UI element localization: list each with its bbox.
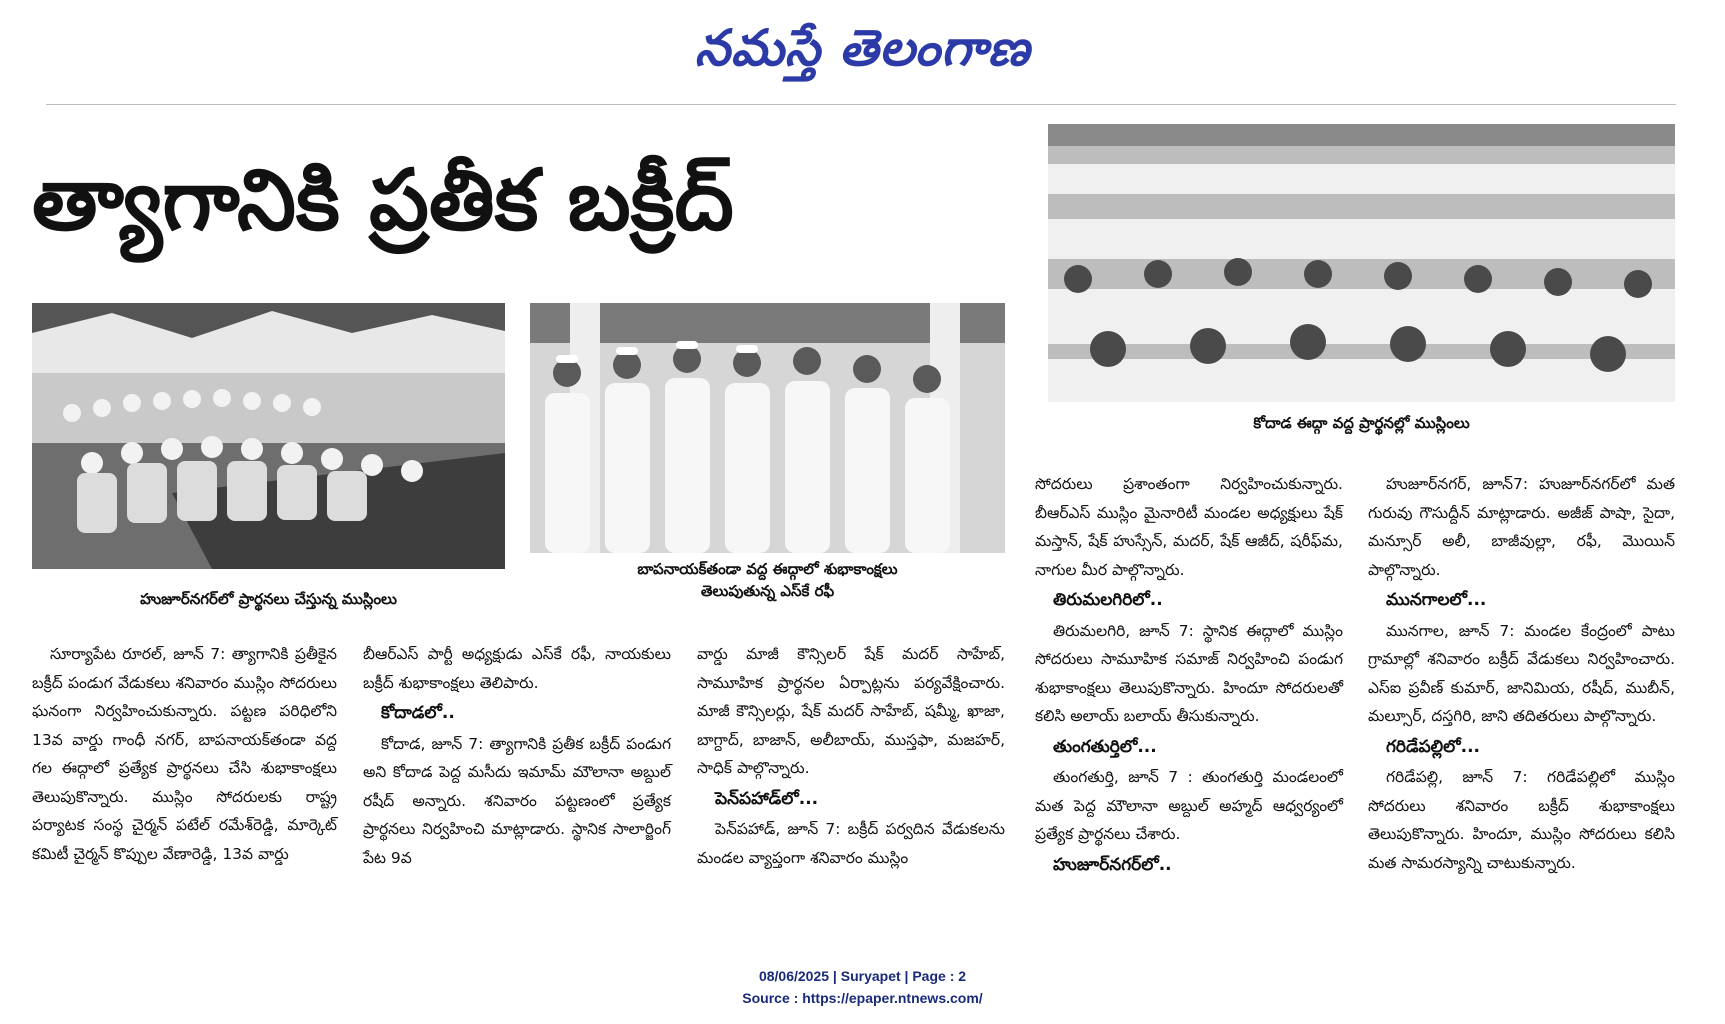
paragraph: మునగాల, జూన్ 7: మండల కేంద్రంలో పాటు గ్రామాల్లో శనివారం బక్రీద్ వేడుకలు నిర్వహించారు. ఎస్ఐ ప్రవీణ్ కుమార్, జానిమియ, రషీద్, ముబీన్, మల్సూర్, దస్తగిరి, జాని తదితరులు పాల్గొన్నారు. <box>1368 621 1675 725</box>
masthead-divider <box>46 104 1676 105</box>
footer-date-line: 08/06/2025 | Suryapet | Page : 2 <box>758 968 967 984</box>
caption-photo-kodad: కోదాడ ఈద్గా వద్ద ప్రార్థనల్లో ముస్లింలు <box>1253 414 1470 432</box>
photo-bapanayak-thanda-greetings <box>530 303 1005 553</box>
article-column-5 <box>1368 470 1675 877</box>
article-column-2 <box>363 640 671 872</box>
caption-line-2: తెలుపుతున్న ఎస్‌కే రఫీ <box>700 582 835 600</box>
paragraph: హుజూర్‌నగర్, జూన్7: హుజూర్‌నగర్‌లో మత గురువు గౌసుద్దీన్ మాట్లాడారు. అజీజ్ పాషా, సైదా, మన్సూర్ అలీ, బాజీవుల్లా, రఫీ, మొయిన్ పాల్గొన్నారు. <box>1368 475 1675 579</box>
paragraph: సోదరులు ప్రశాంతంగా నిర్వహించుకున్నారు. బీఆర్‌ఎస్ ముస్లిం మైనారిటీ మండల అధ్యక్షులు షేక్ మస్తాన్, షేక్ హుస్సేన్, మదర్, షేక్ ఆజీద్, షరీఫ్‌మ, నాగుల మీర పాల్గొన్నారు. <box>1035 475 1343 579</box>
subheading-kodad: కోదాడలో.. <box>381 703 455 723</box>
paragraph: కోదాడ, జూన్ 7: త్యాగానికి ప్రతీక బక్రీద్ పండుగ అని కోదాడ పెద్ద మసీదు ఇమామ్ మౌలానా అబ్దుల్ రషీద్ అన్నారు. శనివారం పట్టణంలో ప్రత్యేక ప్రార్థనలు నిర్వహించి మాట్లాడారు. స్థానిక సాలార్జింగ్ పేట 9వ <box>363 734 671 867</box>
paragraph: గరిడేపల్లి, జూన్ 7: గరిడేపల్లిలో ముస్లిం సోదరులు శనివారం బక్రీద్ శుభాకాంక్షలు తెలుపుకొన్నారు. హిందూ, ముస్లిం సోదరులు కలిసి మత సామరస్యాన్ని చాటుకున్నారు. <box>1368 768 1675 872</box>
subheading-garidepally: గరిడేపల్లిలో... <box>1386 736 1480 757</box>
subheading-munagala: మునగాలలో... <box>1386 590 1487 610</box>
newspaper-logo: నమస్తే తెలంగాణ <box>694 19 1031 77</box>
paragraph: తిరుమలగిరి, జూన్ 7: స్థానిక ఈద్గాలో ముస్లిం సోదరులు సామూహిక సమాజ్ నిర్వహించి పండుగ శుభాకాంక్షలు తెలుపుకొన్నారు. హిందూ సోదరులతో కలిసి అలాయ్ బలాయ్ తీసుకున్నారు. <box>1035 621 1343 725</box>
caption-photo-bapanayak <box>530 558 1005 602</box>
article-column-4 <box>1035 470 1343 881</box>
masthead <box>0 8 1725 88</box>
paragraph: తుంగతుర్తి, జూన్ 7 : తుంగతుర్తి మండలంలో మత పెద్ద మౌలానా అబ్దుల్ అహ్మద్ ఆధ్వర్యంలో ప్రత్యేక ప్రార్థనలు చేశారు. <box>1035 768 1343 843</box>
paragraph: పెన్‌పహాడ్, జూన్ 7: బక్రీద్ పర్వదిన వేడుకలను మండల వ్యాప్తంగా శనివారం ముస్లిం <box>697 820 1005 867</box>
subheading-tungaturthi: తుంగతుర్తిలో... <box>1053 736 1157 757</box>
caption-line-1: బాపనాయక్‌తండా వద్ద ఈద్గాలో శుభాకాంక్షలు <box>637 560 898 578</box>
subheading-penpahad: పెన్‌పహాడ్‌లో... <box>715 788 819 809</box>
paragraph: సూర్యాపేట రూరల్, జూన్ 7: త్యాగానికి ప్రతీకైన బక్రీద్ పండుగ వేడుకలు శనివారం ముస్లిం సోదరులు ఘనంగా నిర్వహించుకున్నారు. పట్టణ పరిధిలోని 13వ వార్డు గాంధీ నగర్, బాపనాయక్‌తండా వద్ద గల ఈద్గాలో ప్రత్యేక ప్రార్థనలు చేసి శుభాకాంక్షలు తెలుపుకొన్నారు. ముస్లిం సోదరులకు రాష్ట్ర పర్యాటక సంస్థ చైర్మన్ పటేల్ రమేశ్‌రెడ్డి, మార్కెట్ కమిటీ చైర్మన్ కొప్పుల వేణారెడ్డి, 13వ వార్డు <box>32 645 337 863</box>
article-column-1 <box>32 640 337 868</box>
caption-photo-huzurnagar: హుజూర్‌నగర్‌లో ప్రార్థనలు చేస్తున్న ముస్లింలు <box>140 590 397 608</box>
subheading-huzurnagar: హుజూర్‌నగర్‌లో.. <box>1053 854 1172 875</box>
photo-huzurnagar-prayers <box>32 303 505 569</box>
article-column-3 <box>697 640 1005 872</box>
paragraph: వార్డు మాజీ కౌన్సిలర్ షేక్ మదర్ సాహేబ్, సామూహిక ప్రార్థనల ఏర్పాట్లను పర్యవేక్షించారు. మాజీ కౌన్సిలర్లు, షేక్ మదర్ సాహేబ్, షమ్మీ, ఖాజా, బాగ్దాద్, బాజాన్, అలీబాయ్, ముస్తఫా, మజహర్, సాధిక్ పాల్గొన్నారు. <box>697 645 1005 777</box>
headline: త్యాగానికి ప్రతీక బక్రీద్ <box>32 151 734 249</box>
subheading-tirumalagiri: తిరుమలగిరిలో.. <box>1053 590 1163 610</box>
footer-source-link[interactable]: Source : https://epaper.ntnews.com/ <box>742 990 983 1006</box>
paragraph: బీఆర్‌ఎస్ పార్టీ అధ్యక్షుడు ఎస్‌కే రఫీ, నాయకులు బక్రీద్ శుభాకాంక్షలు తెలిపారు. <box>363 645 671 692</box>
photo-kodad-eidgah-prayers <box>1048 124 1675 402</box>
